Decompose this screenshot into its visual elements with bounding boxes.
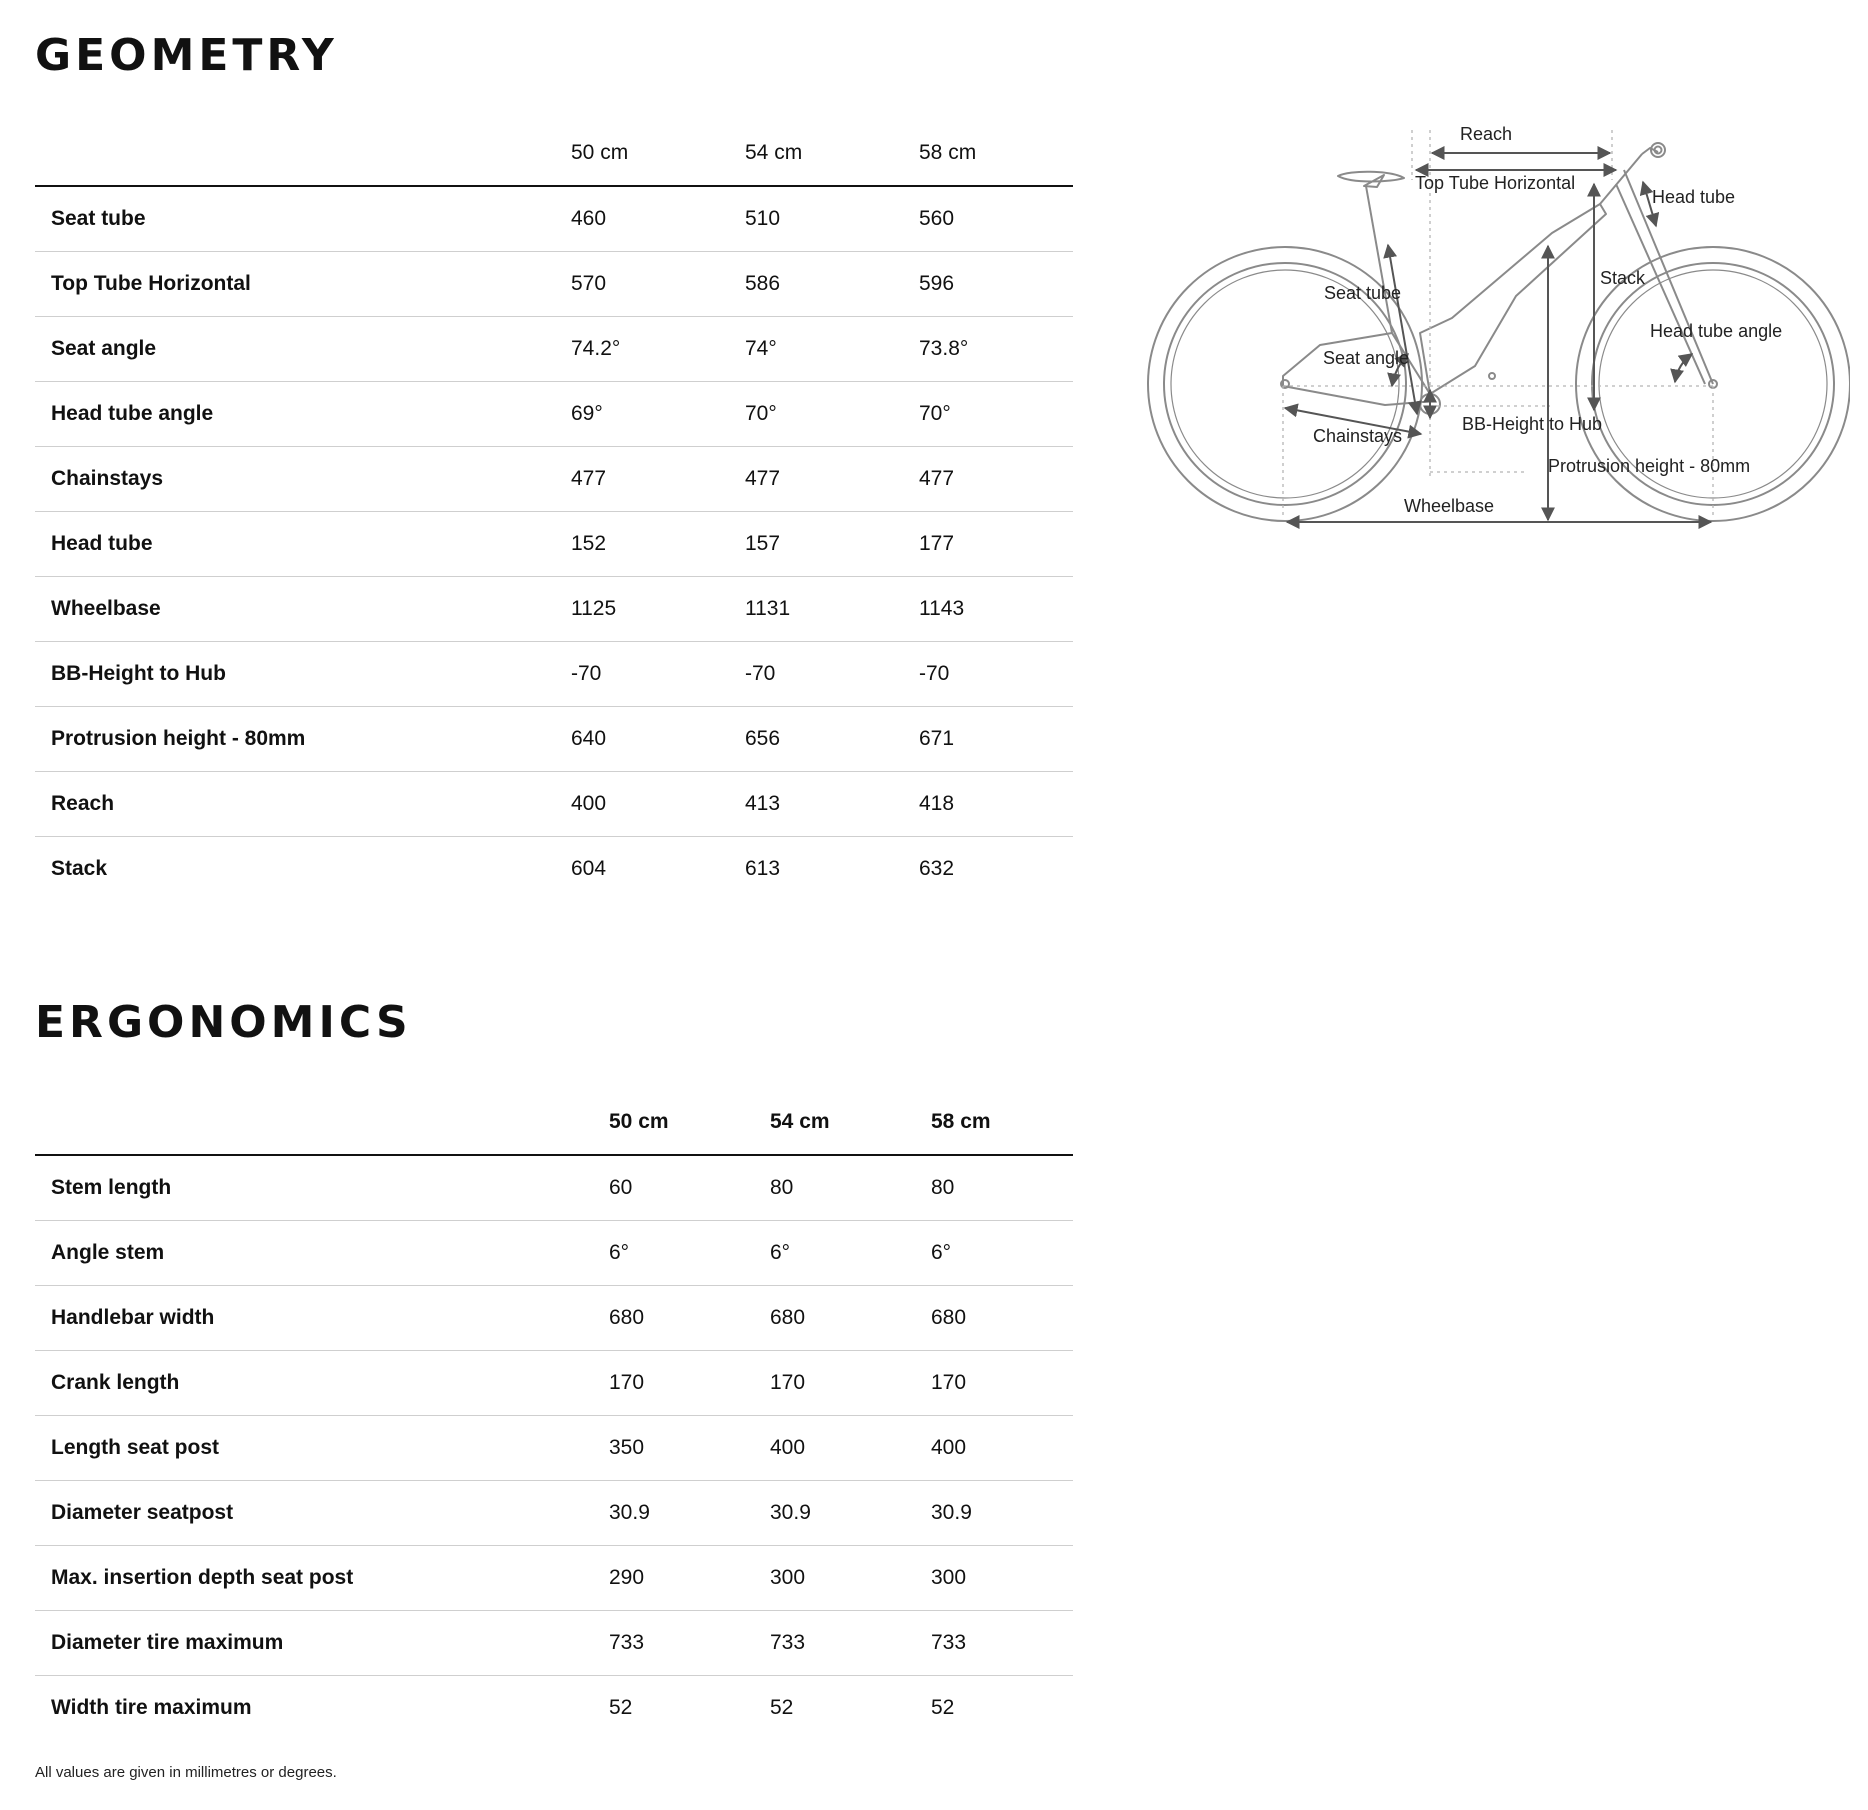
row-value: 1131 — [745, 576, 919, 641]
row-value: 1125 — [571, 576, 745, 641]
row-value: 400 — [931, 1415, 1073, 1480]
geometry-table-body — [35, 186, 1073, 901]
row-value: 418 — [919, 771, 1073, 836]
row-value: 152 — [571, 511, 745, 576]
geometry-size-header: 50 cm — [571, 120, 745, 186]
row-value: 52 — [931, 1695, 955, 1719]
row-value: 157 — [745, 511, 919, 576]
row-value: 52 — [770, 1695, 794, 1719]
table-row — [35, 1545, 1073, 1610]
row-value: 510 — [745, 186, 919, 251]
row-value: 74° — [745, 316, 919, 381]
row-value: 74.2° — [571, 316, 745, 381]
row-value: 70° — [745, 381, 919, 446]
row-value: 170 — [931, 1350, 1073, 1415]
row-value: 680 — [770, 1285, 931, 1350]
table-row — [35, 1415, 1073, 1480]
geometry-size-header: 54 cm — [745, 120, 919, 186]
table-row — [35, 1610, 1073, 1675]
row-value: 400 — [571, 771, 745, 836]
row-value: 413 — [745, 771, 919, 836]
table-row — [35, 316, 1073, 381]
row-label: Stem length — [35, 1155, 609, 1220]
geometry-table — [35, 120, 1073, 901]
bike-geometry-diagram — [1130, 118, 1850, 538]
table-row — [35, 446, 1073, 511]
table-row — [35, 1350, 1073, 1415]
row-value: 80 — [770, 1155, 931, 1220]
table-row — [35, 1675, 1073, 1740]
label-wheelbase: Wheelbase — [1404, 496, 1495, 516]
row-value: 477 — [571, 446, 745, 511]
table-row — [35, 836, 1073, 901]
row-value: 6° — [931, 1220, 1073, 1285]
ergonomics-size-header: 58 cm — [931, 1089, 1073, 1155]
row-value: -70 — [745, 641, 919, 706]
label-bb-height-to-hub: BB-Height to Hub — [1462, 414, 1603, 434]
table-row — [35, 1285, 1073, 1350]
row-value: 570 — [571, 251, 745, 316]
geometry-size-header: 58 cm — [919, 120, 1073, 186]
row-label: Diameter seatpost — [35, 1480, 609, 1545]
ergonomics-size-header: 54 cm — [770, 1089, 931, 1155]
row-value: 73.8° — [919, 316, 1073, 381]
row-label: Seat angle — [35, 316, 571, 381]
row-label: Length seat post — [35, 1415, 609, 1480]
label-protrusion-height: Protrusion height - 80mm — [1548, 456, 1751, 476]
row-value: -70 — [571, 641, 745, 706]
row-value: 170 — [770, 1350, 931, 1415]
table-row — [35, 511, 1073, 576]
row-value: -70 — [919, 641, 1073, 706]
row-value: 300 — [931, 1545, 1073, 1610]
row-value: 680 — [609, 1285, 770, 1350]
row-label: Head tube — [35, 511, 571, 576]
label-head-tube: Head tube — [1652, 187, 1736, 207]
row-value: 30.9 — [609, 1480, 770, 1545]
row-value: 477 — [745, 446, 919, 511]
row-label: Stack — [51, 856, 108, 880]
label-chainstays: Chainstays — [1313, 426, 1403, 446]
row-value: 52 — [609, 1695, 633, 1719]
row-value: 733 — [770, 1610, 931, 1675]
row-value: 80 — [931, 1155, 1073, 1220]
footnote: All values are given in millimetres or degrees. — [35, 1764, 337, 1781]
row-value: 6° — [770, 1220, 931, 1285]
label-reach: Reach — [1460, 124, 1513, 144]
table-row — [35, 186, 1073, 251]
ergonomics-table-body — [35, 1155, 1073, 1740]
row-label: Diameter tire maximum — [35, 1610, 609, 1675]
ergonomics-table — [35, 1089, 1073, 1740]
row-label: Width tire maximum — [51, 1695, 252, 1719]
row-label: Head tube angle — [35, 381, 571, 446]
row-value: 177 — [919, 511, 1073, 576]
row-value: 70° — [919, 381, 1073, 446]
row-label: Wheelbase — [35, 576, 571, 641]
table-row — [35, 1480, 1073, 1545]
row-value: 300 — [770, 1545, 931, 1610]
label-stack: Stack — [1600, 268, 1646, 288]
table-row — [35, 706, 1073, 771]
label-seat-angle: Seat angle — [1323, 348, 1410, 368]
geometry-title: GEOMETRY — [35, 30, 338, 81]
row-label: Chainstays — [35, 446, 571, 511]
row-label: Seat tube — [35, 186, 571, 251]
row-label: Top Tube Horizontal — [35, 251, 571, 316]
row-value: 477 — [919, 446, 1073, 511]
row-value: 400 — [770, 1415, 931, 1480]
table-row — [35, 1220, 1073, 1285]
row-value: 656 — [745, 706, 919, 771]
table-row — [35, 251, 1073, 316]
row-label: Protrusion height - 80mm — [35, 706, 571, 771]
ergonomics-header-row — [35, 1089, 1073, 1155]
row-label: Crank length — [35, 1350, 609, 1415]
label-top-tube-horizontal: Top Tube Horizontal — [1415, 173, 1576, 193]
ergonomics-size-header: 50 cm — [609, 1089, 770, 1155]
row-value: 30.9 — [770, 1480, 931, 1545]
row-label: Angle stem — [35, 1220, 609, 1285]
geometry-header-empty — [35, 120, 571, 186]
row-value: 1143 — [919, 576, 1073, 641]
row-label: Reach — [35, 771, 571, 836]
label-seat-tube: Seat tube — [1324, 283, 1402, 303]
row-value: 671 — [919, 706, 1073, 771]
row-value: 290 — [609, 1545, 770, 1610]
ergonomics-title: ERGONOMICS — [35, 997, 412, 1048]
table-row — [35, 771, 1073, 836]
row-value: 640 — [571, 706, 745, 771]
row-value: 60 — [609, 1155, 770, 1220]
row-value: 560 — [919, 186, 1073, 251]
row-value: 733 — [931, 1610, 1073, 1675]
table-row — [35, 641, 1073, 706]
row-value: 350 — [609, 1415, 770, 1480]
table-row — [35, 576, 1073, 641]
table-row — [35, 1155, 1073, 1220]
row-value: 30.9 — [931, 1480, 1073, 1545]
geometry-header-row — [35, 120, 1073, 186]
row-value: 733 — [609, 1610, 770, 1675]
row-value: 460 — [571, 186, 745, 251]
label-head-tube-angle: Head tube angle — [1650, 321, 1783, 341]
row-label: Handlebar width — [35, 1285, 609, 1350]
row-value: 680 — [931, 1285, 1073, 1350]
row-value: 604 — [571, 856, 607, 880]
row-value: 596 — [919, 251, 1073, 316]
table-row — [35, 381, 1073, 446]
row-label: BB-Height to Hub — [35, 641, 571, 706]
row-value: 586 — [745, 251, 919, 316]
row-label: Max. insertion depth seat post — [35, 1545, 609, 1610]
ergonomics-header-empty — [35, 1089, 609, 1155]
row-value: 6° — [609, 1220, 770, 1285]
row-value: 632 — [919, 856, 955, 880]
row-value: 69° — [571, 381, 745, 446]
row-value: 170 — [609, 1350, 770, 1415]
row-value: 613 — [745, 856, 781, 880]
